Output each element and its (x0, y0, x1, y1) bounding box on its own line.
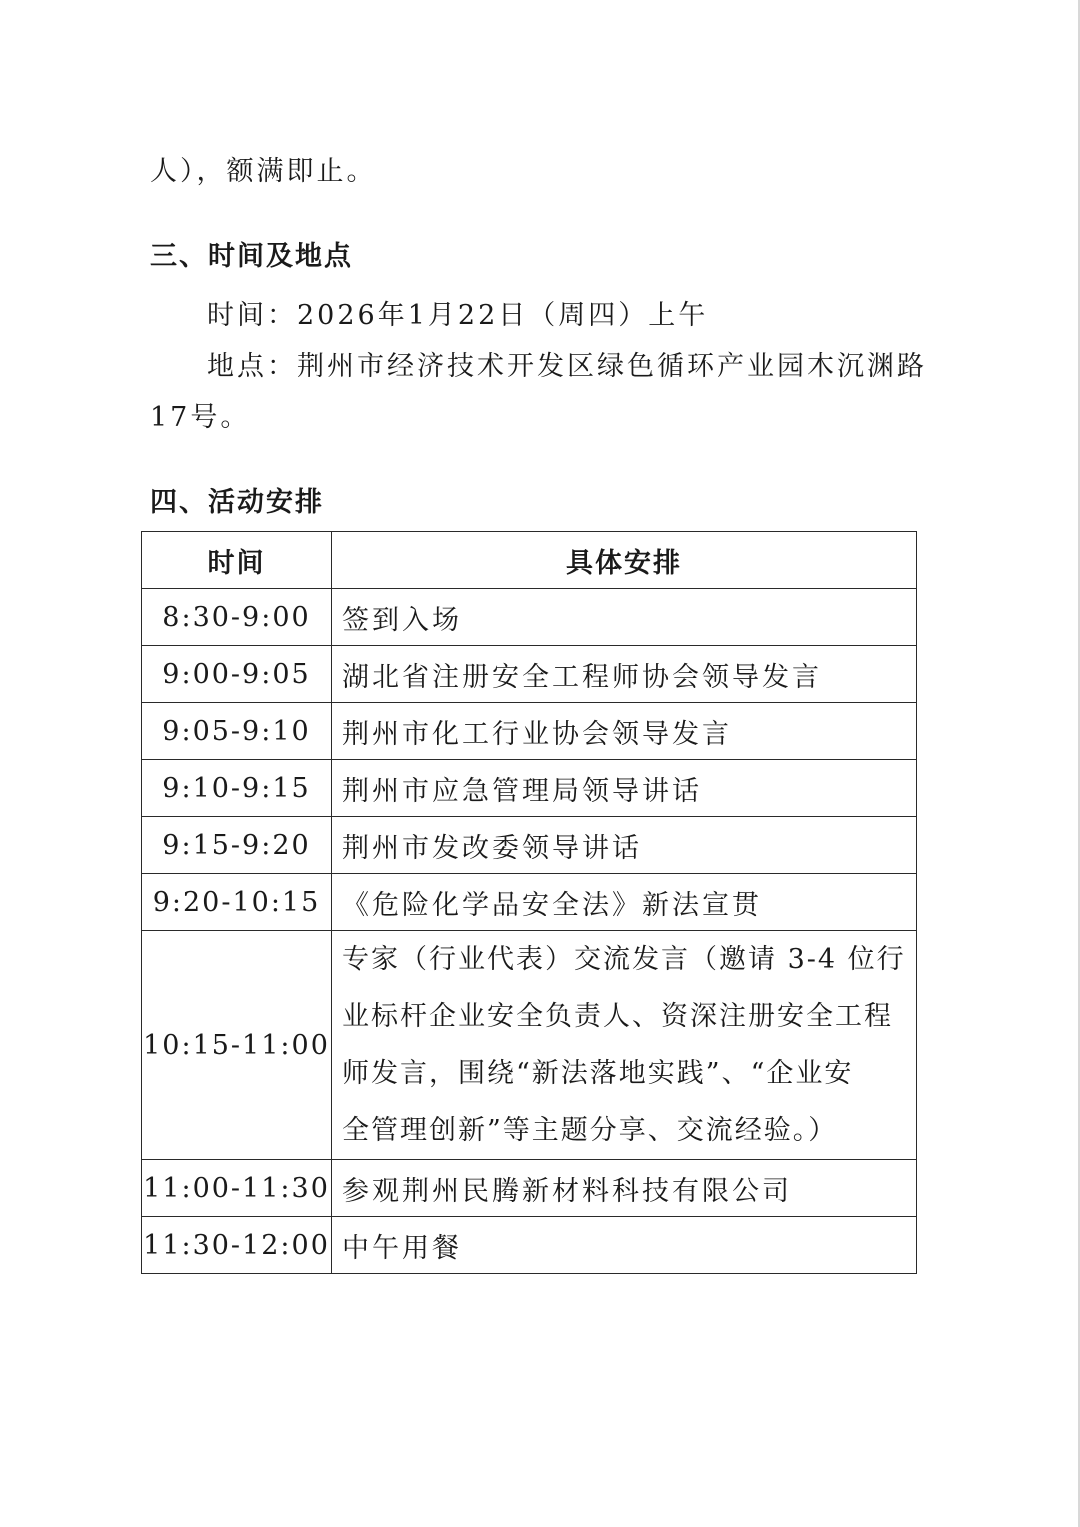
row-activity: 荆州市化工行业协会领导发言 (332, 703, 917, 760)
row-activity: 参观荆州民腾新材料科技有限公司 (332, 1160, 917, 1217)
row-activity: 中午用餐 (332, 1217, 917, 1274)
row-activity-multiline (332, 931, 917, 1160)
continuation-text: 人），额满即止。 (150, 156, 377, 187)
row-time: 11:30-12:00 (142, 1217, 332, 1274)
table-row (142, 931, 917, 1160)
table-row (142, 1160, 917, 1217)
header-time: 时间 (142, 532, 332, 589)
row-time: 10:15-11:00 (142, 931, 332, 1160)
table-row (142, 1217, 917, 1274)
row-time: 9:05-9:10 (142, 703, 332, 760)
table-row (142, 646, 917, 703)
header-activity: 具体安排 (332, 532, 917, 589)
row-time: 8:30-9:00 (142, 589, 332, 646)
table-row (142, 589, 917, 646)
row-activity: 《危险化学品安全法》新法宣贯 (332, 874, 917, 931)
event-location-line-1: 地点：荆州市经济技术开发区绿色循环产业园木沉渊路 (207, 351, 927, 382)
event-time-line: 时间：2026年1月22日（周四）上午 (207, 300, 709, 331)
row-time: 9:00-9:05 (142, 646, 332, 703)
schedule-table (141, 531, 917, 1274)
table-row (142, 817, 917, 874)
section-3-heading: 三、时间及地点 (150, 241, 353, 272)
activity-line: 师发言，围绕“新法落地实践”、“企业安 (342, 1058, 854, 1089)
activity-line: 全管理创新”等主题分享、交流经验。） (342, 1115, 838, 1146)
table-row (142, 703, 917, 760)
row-time: 9:20-10:15 (142, 874, 332, 931)
row-activity: 湖北省注册安全工程师协会领导发言 (332, 646, 917, 703)
activity-line: 专家（行业代表）交流发言（邀请 3-4 位行 (342, 944, 906, 975)
section-4-heading: 四、活动安排 (150, 487, 324, 518)
row-time: 9:10-9:15 (142, 760, 332, 817)
table-row (142, 874, 917, 931)
table-row (142, 760, 917, 817)
table-header-row (142, 532, 917, 589)
row-time: 11:00-11:30 (142, 1160, 332, 1217)
activity-line: 业标杆企业安全负责人、资深注册安全工程 (342, 1001, 893, 1032)
row-activity: 荆州市发改委领导讲话 (332, 817, 917, 874)
row-activity: 签到入场 (332, 589, 917, 646)
row-activity: 荆州市应急管理局领导讲话 (332, 760, 917, 817)
row-time: 9:15-9:20 (142, 817, 332, 874)
event-location-line-2: 17号。 (150, 402, 251, 433)
